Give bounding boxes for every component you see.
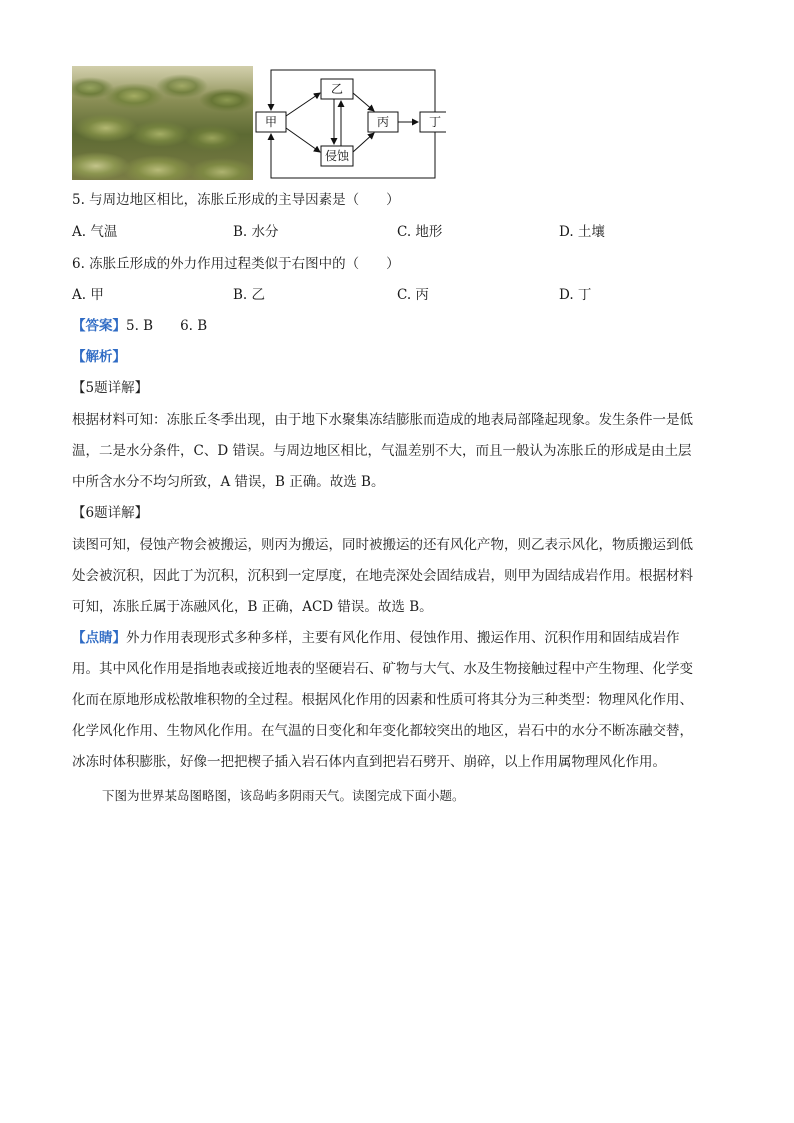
- q5-stem: 5. 与周边地区相比，冻胀丘形成的主导因素是（ ）: [72, 192, 400, 208]
- comment-line-1-text: 外力作用表现形式多种多样，主要有风化作用、侵蚀作用、搬运作用、沉积作用和固结成岩作: [126, 630, 680, 646]
- next-question-prompt: 下图为世界某岛图略图，该岛屿多阴雨天气。读图完成下面小题。: [102, 788, 465, 803]
- comment-tag: 【点睛】: [72, 630, 126, 646]
- node-ding: 丁: [428, 115, 442, 129]
- detail5-line-3: 中所含水分不均匀所致，A 错误，B 正确。故选 B。: [72, 474, 385, 490]
- arrow-jia-erosion: [286, 128, 320, 152]
- comment-line-4: 化学风化作用、生物风化作用。在气温的日变化和年变化都较突出的地区，岩石中的水分不断冻融交替，: [72, 723, 693, 739]
- detail6-heading: 【6题详解】: [72, 505, 149, 521]
- node-yi: 乙: [330, 82, 344, 96]
- comment-line-1: [72, 623, 724, 654]
- q5-option-c: C. 地形: [397, 224, 443, 240]
- comment-line-5: 冰冻时体积膨胀，好像一把把楔子插入岩石体内直到把岩石劈开、崩碎，以上作用属物理风化作用。: [72, 754, 666, 770]
- q6-option-c: C. 丙: [397, 287, 429, 303]
- analysis-tag: 【解析】: [72, 349, 126, 365]
- detail5-paragraph: [72, 405, 724, 498]
- arrow-erosion-bing: [353, 133, 374, 152]
- analysis-line: [72, 347, 126, 367]
- external-process-diagram: [254, 66, 446, 182]
- q5-option-d: D. 土壤: [559, 224, 605, 240]
- detail5-heading: 【5题详解】: [72, 380, 149, 396]
- node-bing: 丙: [376, 115, 390, 129]
- node-erosion: 侵蚀: [324, 149, 350, 163]
- answer-tag: 【答案】: [72, 318, 126, 334]
- comment-line-3: 化而在原地形成松散堆积物的全过程。根据风化作用的因素和性质可将其分为三种类型：物理风化作用、: [72, 692, 693, 708]
- q6-stem: 6. 冻胀丘形成的外力作用过程类似于右图中的（ ）: [72, 256, 400, 272]
- comment-paragraph: [72, 623, 724, 778]
- q5-option-b: B. 水分: [233, 224, 279, 240]
- detail6-line-1: 读图可知，侵蚀产物会被搬运，则丙为搬运，同时被搬运的还有风化产物，则乙表示风化，物质搬运到低: [72, 537, 693, 553]
- detail6-line-3: 可知，冻胀丘属于冻融风化，B 正确，ACD 错误。故选 B。: [72, 599, 433, 615]
- comment-line-2: 用。其中风化作用是指地表或接近地表的坚硬岩石、矿物与大气、水及生物接触过程中产生物理、化学变: [72, 661, 693, 677]
- answer-line: [72, 316, 207, 336]
- detail5-line-2: 温，二是水分条件，C、D 错误。与周边地区相比，气温差别不大，而且一般认为冻胀丘的形成是由土层: [72, 443, 692, 459]
- q6-option-a: A. 甲: [72, 287, 104, 303]
- q6-option-b: B. 乙: [233, 287, 266, 303]
- q5-option-a: A. 气温: [72, 224, 118, 240]
- detail6-paragraph: [72, 530, 724, 623]
- node-jia: 甲: [264, 115, 278, 129]
- arrow-yi-bing: [353, 93, 374, 111]
- q6-option-d: D. 丁: [559, 287, 592, 303]
- answer-text: 5. B 6. B: [126, 318, 208, 334]
- frost-mound-photo: [72, 66, 253, 180]
- detail5-line-1: 根据材料可知：冻胀丘冬季出现，由于地下水聚集冻结膨胀而造成的地表局部隆起现象。发生条件一是低: [72, 412, 693, 428]
- detail6-line-2: 处会被沉积，因此丁为沉积，沉积到一定厚度，在地壳深处会固结成岩，则甲为固结成岩作用。根据材料: [72, 568, 693, 584]
- arrow-jia-yi: [286, 93, 320, 116]
